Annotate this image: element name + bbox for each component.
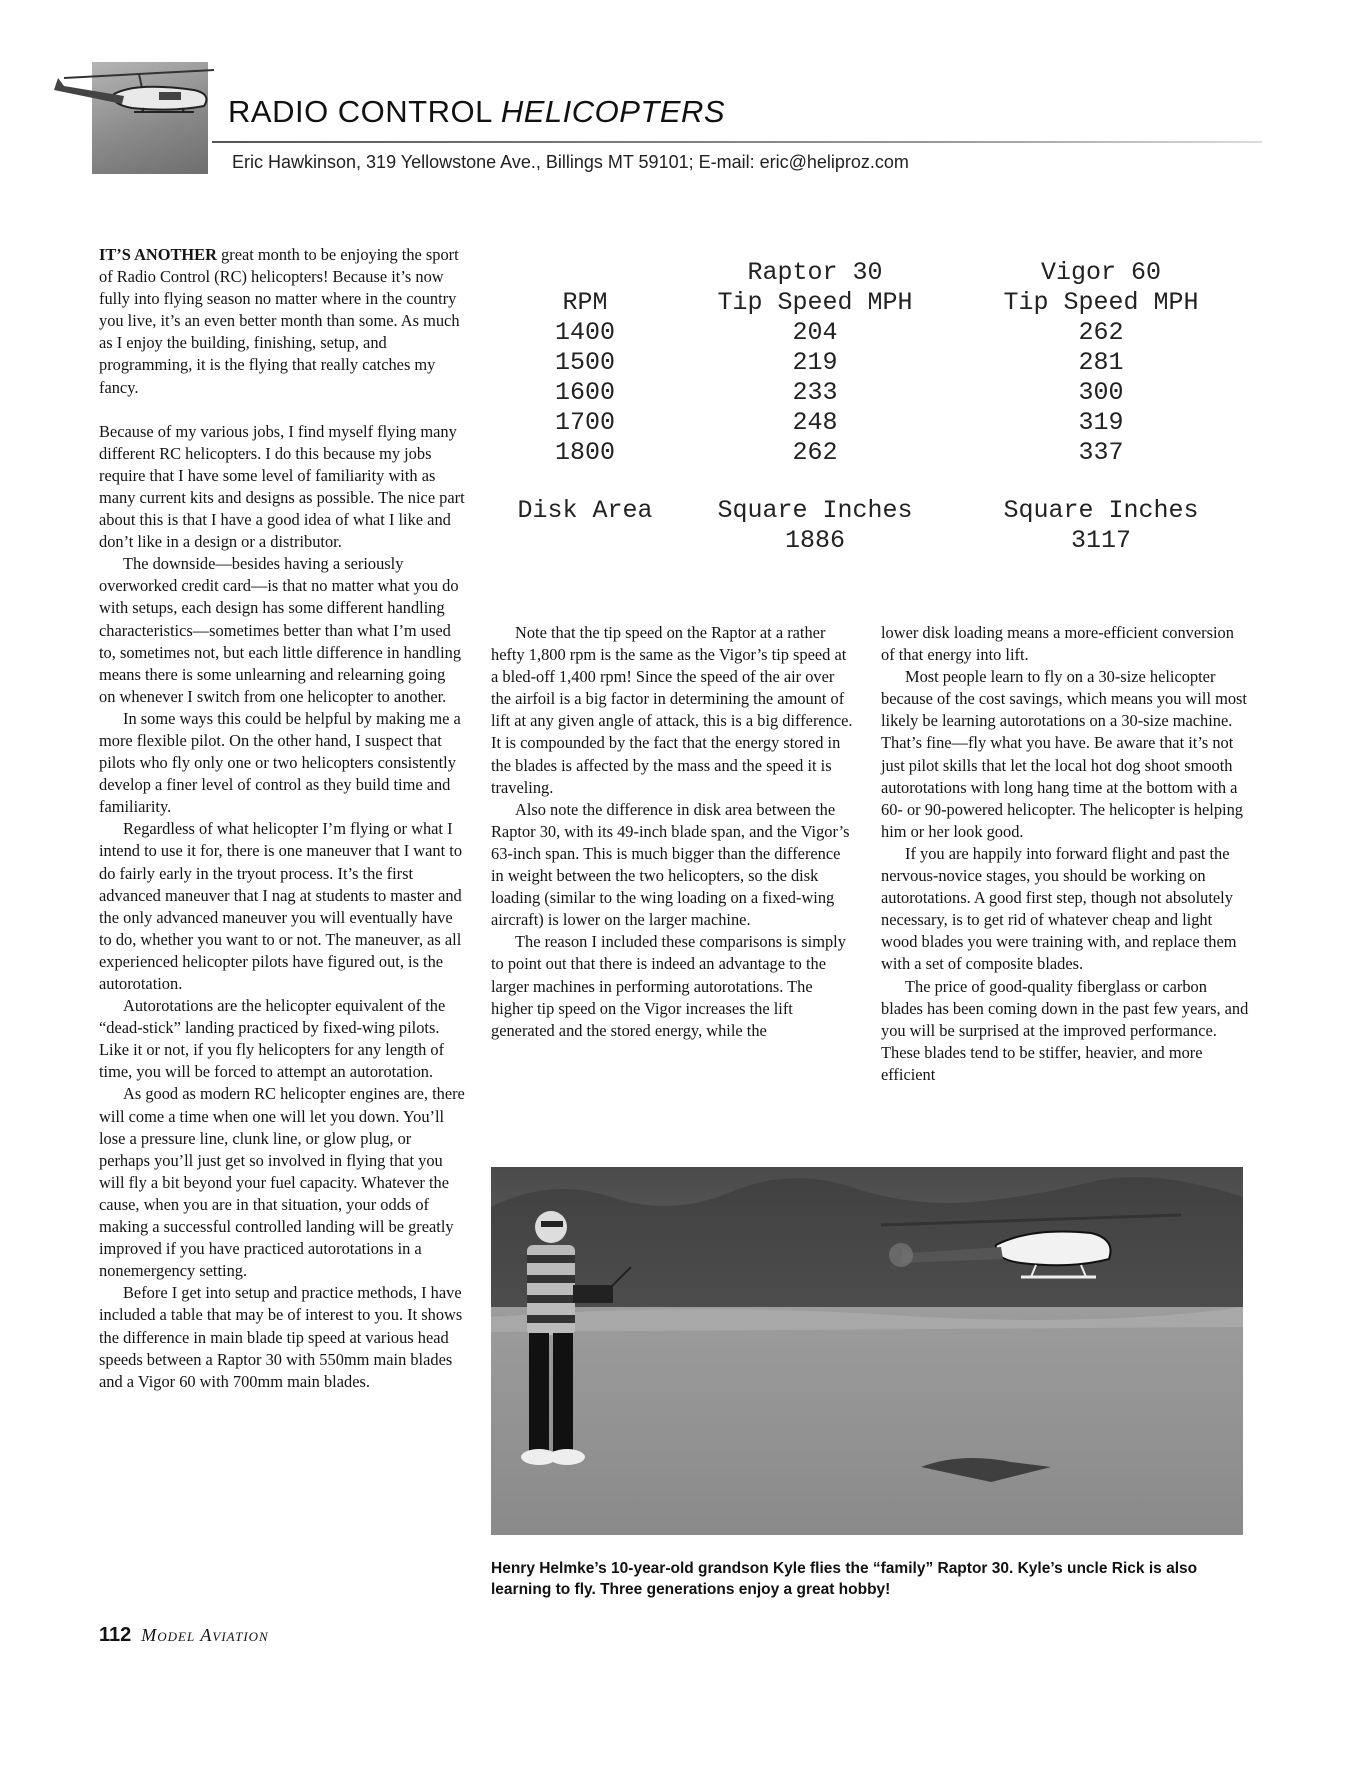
table-model-b: Vigor 60 — [1040, 258, 1162, 287]
table-cell: 1600 — [554, 378, 615, 407]
article-photo — [491, 1167, 1243, 1535]
paragraph: Most people learn to fly on a 30-size helicopter because of the cost savings, which means you will most likely be learning autorotations on a 30-size machine. That’s fine—fly what you have. Be aware that it’s not just pilot skills that let the local hot dog shoot smooth autorotations with long hang time at the bottom with a 60- or 90-powered helicopter. The helicopter is helping him or her look good. — [881, 667, 1247, 841]
article-column-2 — [491, 622, 853, 1042]
table-row — [505, 438, 1265, 468]
table-cell: 262 — [1078, 318, 1124, 347]
table-cell: 248 — [792, 408, 838, 437]
paragraph: Because of my various jobs, I find myself flying many different RC helicopters. I do this because my jobs require that I have some level of familiarity with as many current kits and designs as possible. The nice part about this is that I have a good idea of what I like and don’t like in a design or a distributor. — [99, 421, 465, 552]
table-disk-unit-b: Square Inches — [1003, 496, 1199, 525]
photo-caption: Henry Helmke’s 10-year-old grandson Kyle flies the “family” Raptor 30. Kyle’s uncle Rick is also learning to fly. Three generations enjoy a great hobby! — [491, 1560, 1198, 1598]
article-column-1 — [99, 244, 465, 1393]
paragraph: If you are happily into forward flight and past the nervous-novice stages, you should be working on autorotations. A good first step, though not absolutely necessary, is to get rid of whatever cheap and light wood blades you were training with, and replace them with a set of composite blades. — [881, 843, 1237, 974]
paragraph: As good as modern RC helicopter engines are, there will come a time when one will let you down. You’ll lose a pressure line, clunk line, or glow plug, or perhaps you’ll just get so involved in flying that you will fly a bit beyond your fuel capacity. Whatever the cause, when you are in that situation, your odds of making a successful controlled landing will be greatly improved if you have practiced autorotations in a nonemergency setting. — [99, 1084, 465, 1281]
table-row — [505, 378, 1265, 408]
paragraph: The reason I included these comparisons is simply to point out that there is indeed an advantage to the larger machines in performing autorotations. The higher tip speed on the Vigor increases the lift generated and the stored energy, while the — [491, 932, 846, 1040]
table-disk-values-row — [505, 526, 1265, 556]
table-disk-b: 3117 — [1070, 526, 1131, 555]
paragraph: lower disk loading means a more-efficient conversion of that energy into lift. — [881, 623, 1234, 665]
title-plain: RADIO CONTROL — [228, 94, 501, 129]
table-cell: 1500 — [554, 348, 615, 377]
table-cell: 300 — [1078, 378, 1124, 407]
table-cell: 262 — [792, 438, 838, 467]
table-spacer — [505, 468, 1265, 496]
table-row — [505, 348, 1265, 378]
table-cell: 281 — [1078, 348, 1124, 377]
paragraph: The downside—besides having a seriously overworked credit card—is that no matter what you do with setups, each design has some different handling characteristics—sometimes better than what I’m used to, sometimes not, but each little difference in handling means there is some unlearning and relearning going on whenever I switch from one helicopter to another. — [99, 554, 462, 706]
table-subheader-row — [505, 288, 1265, 318]
table-cell: 233 — [792, 378, 838, 407]
paragraph: Autorotations are the helicopter equivalent of the “dead-stick” landing practiced by fixed-wing pilots. Like it or not, if you fly helicopters for any length of time, you will be forced to attempt an autorotation. — [99, 996, 446, 1082]
table-col-tip-a: Tip Speed MPH — [717, 288, 913, 317]
table-model-a: Raptor 30 — [747, 258, 883, 287]
author-contact: Eric Hawkinson, 319 Yellowstone Ave., Billings MT 59101; E-mail: eric@heliproz.com — [232, 152, 909, 172]
table-disk-unit-a: Square Inches — [717, 496, 913, 525]
table-row — [505, 408, 1265, 438]
table-cell: 319 — [1078, 408, 1124, 437]
lead-in: IT’S ANOTHER — [99, 245, 217, 264]
paragraph-text: great month to be enjoying the sport of Radio Control (RC) helicopters! Because it’s now fully into flying season no matter where in the country you live, it’s an even better month than some. As much as I enjoy the building, finishing, setup, and programming, it is the flying that really catches my fancy. — [99, 245, 460, 397]
table-col-rpm: RPM — [562, 288, 608, 317]
table-disk-a: 1886 — [784, 526, 845, 555]
tip-speed-table — [505, 258, 1265, 556]
page-number: 112 — [99, 1624, 132, 1646]
table-row — [505, 318, 1265, 348]
table-disk-row — [505, 496, 1265, 526]
table-cell: 219 — [792, 348, 838, 377]
title-italic: HELICOPTERS — [500, 94, 726, 129]
table-cell — [505, 258, 665, 288]
paragraph: Regardless of what helicopter I’m flying or what I intend to use it for, there is one maneuver that I want to do fairly early in the tryout process. It’s the first advanced maneuver that I nag at students to master and the only advanced maneuver you will eventually have to do, whether you want to or not. The maneuver, as all experienced helicopter pilots have figured out, is the autorotation. — [99, 819, 463, 993]
paragraph: The price of good-quality fiberglass or carbon blades has been coming down in the past few years, and you will be surprised at the improved performance. These blades tend to be stiffer, heavier, and more efficient — [881, 976, 1249, 1084]
table-cell — [505, 526, 665, 556]
table-disk-label: Disk Area — [517, 496, 653, 525]
paragraph: In some ways this could be helpful by making me a more flexible pilot. On the other hand, I suspect that pilots who fly only one or two helicopters consistently develop a finer level of control as they build time and familiarity. — [99, 708, 461, 817]
table-cell: 337 — [1078, 438, 1124, 467]
table-cell: 1700 — [554, 408, 615, 437]
table-cell: 1800 — [554, 438, 615, 467]
paragraph: Also note the difference in disk area between the Raptor 30, with its 49-inch blade span, and the Vigor’s 63-inch span. This is much bigger than the difference in weight between the two helicopters, so the disk loading (similar to the wing loading on a fixed-wing aircraft) is lower on the larger machine. — [491, 799, 850, 930]
page-folio — [99, 1624, 269, 1647]
table-cell: 1400 — [554, 318, 615, 347]
magazine-name: Model Aviation — [141, 1625, 269, 1645]
paragraph: Note that the tip speed on the Raptor at a rather hefty 1,800 rpm is the same as the Vigor’s tip speed at a bled-off 1,400 rpm! Since the speed of the air over the airfoil is a big factor in determining the amount of lift at any given angle of attack, this is a big difference. It is compounded by the fact that the energy stored in the blades is affected by the mass and the speed it is traveling. — [491, 623, 853, 797]
table-header-row — [505, 258, 1265, 288]
article-column-3 — [881, 622, 1251, 1086]
helicopter-icon — [44, 48, 234, 158]
paragraph — [99, 244, 465, 399]
table-cell: 204 — [792, 318, 838, 347]
paragraph: Before I get into setup and practice methods, I have included a table that may be of interest to you. It shows the difference in main blade tip speed at various head speeds between a Raptor 30 with 550mm main blades and a Vigor 60 with 700mm main blades. — [99, 1283, 463, 1391]
section-title — [228, 94, 725, 130]
header-rule — [212, 141, 1262, 143]
table-col-tip-b: Tip Speed MPH — [1003, 288, 1199, 317]
